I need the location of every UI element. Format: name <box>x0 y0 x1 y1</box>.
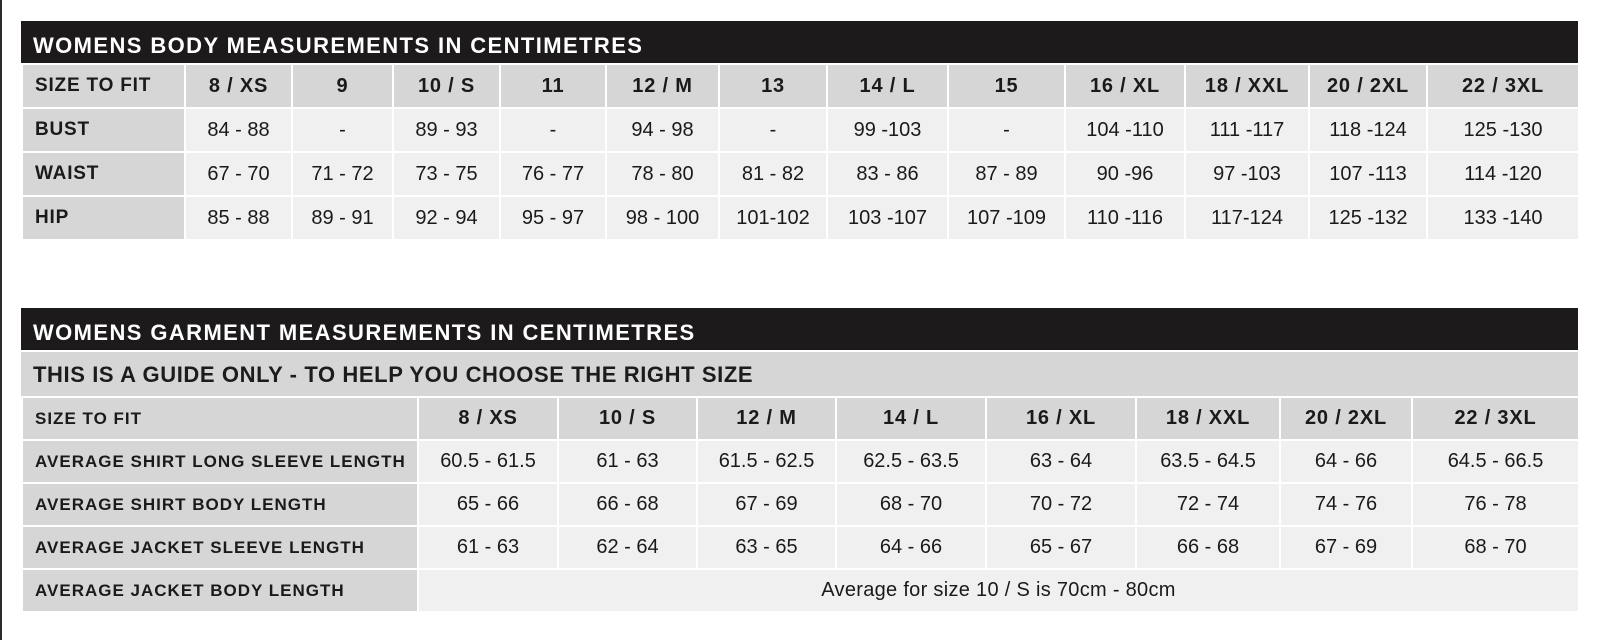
jacket-body-row <box>22 569 1579 612</box>
row-label: HIP <box>22 196 185 240</box>
table-cell: 85 - 88 <box>185 196 292 240</box>
size-header-row <box>22 64 1579 108</box>
table-cell: 97 -103 <box>1185 152 1309 196</box>
table-cell: 98 - 100 <box>606 196 719 240</box>
garment-measurements-title: WOMENS GARMENT MEASUREMENTS IN CENTIMETRES <box>21 308 1578 350</box>
table-cell: 70 - 72 <box>986 483 1136 526</box>
table-cell: - <box>292 108 393 152</box>
guide-note: THIS IS A GUIDE ONLY - TO HELP YOU CHOOSE THE RIGHT SIZE <box>21 350 1578 396</box>
table-cell: 81 - 82 <box>719 152 827 196</box>
size-header: 18 / XXL <box>1185 64 1309 108</box>
table-cell: 83 - 86 <box>827 152 948 196</box>
table-cell: 61 - 63 <box>418 526 558 569</box>
table-cell: 95 - 97 <box>500 196 606 240</box>
table-cell: 72 - 74 <box>1136 483 1280 526</box>
table-cell: 114 -120 <box>1427 152 1579 196</box>
size-header: 15 <box>948 64 1065 108</box>
table-cell: 133 -140 <box>1427 196 1579 240</box>
table-cell: 89 - 91 <box>292 196 393 240</box>
table-cell: 65 - 67 <box>986 526 1136 569</box>
table-cell: 84 - 88 <box>185 108 292 152</box>
table-cell: 74 - 76 <box>1280 483 1412 526</box>
row-label: BUST <box>22 108 185 152</box>
table-cell: 89 - 93 <box>393 108 500 152</box>
table-cell: 67 - 69 <box>1280 526 1412 569</box>
size-header-row <box>22 397 1579 440</box>
shirt-long-sleeve-row <box>22 440 1579 483</box>
table-cell: 64 - 66 <box>1280 440 1412 483</box>
size-header: 11 <box>500 64 606 108</box>
table-cell: 101-102 <box>719 196 827 240</box>
size-header: 13 <box>719 64 827 108</box>
table-cell: 71 - 72 <box>292 152 393 196</box>
row-label: AVERAGE JACKET SLEEVE LENGTH <box>22 526 418 569</box>
size-header: 22 / 3XL <box>1427 64 1579 108</box>
table-cell: 62 - 64 <box>558 526 697 569</box>
size-header: 18 / XXL <box>1136 397 1280 440</box>
table-cell: 87 - 89 <box>948 152 1065 196</box>
table-cell: 60.5 - 61.5 <box>418 440 558 483</box>
table-cell: 63 - 64 <box>986 440 1136 483</box>
page-left-border <box>0 0 2 640</box>
size-header: 20 / 2XL <box>1280 397 1412 440</box>
table-cell: 64.5 - 66.5 <box>1412 440 1579 483</box>
table-cell: 107 -109 <box>948 196 1065 240</box>
row-label: AVERAGE SHIRT BODY LENGTH <box>22 483 418 526</box>
size-header: 12 / M <box>697 397 836 440</box>
table-cell: - <box>719 108 827 152</box>
table-cell: - <box>500 108 606 152</box>
table-cell: 68 - 70 <box>1412 526 1579 569</box>
table-cell: 67 - 70 <box>185 152 292 196</box>
table-cell: 99 -103 <box>827 108 948 152</box>
table-cell: 68 - 70 <box>836 483 986 526</box>
table-cell: 104 -110 <box>1065 108 1185 152</box>
table-cell: 92 - 94 <box>393 196 500 240</box>
table-cell: - <box>948 108 1065 152</box>
table-cell: 107 -113 <box>1309 152 1427 196</box>
table-cell: 61.5 - 62.5 <box>697 440 836 483</box>
size-header: 14 / L <box>827 64 948 108</box>
size-header: 14 / L <box>836 397 986 440</box>
table-cell: 90 -96 <box>1065 152 1185 196</box>
row-label: AVERAGE SHIRT LONG SLEEVE LENGTH <box>22 440 418 483</box>
size-to-fit-label: SIZE TO FIT <box>22 64 185 108</box>
table-cell: 103 -107 <box>827 196 948 240</box>
table-cell: 73 - 75 <box>393 152 500 196</box>
size-header: 9 <box>292 64 393 108</box>
table-cell: 125 -132 <box>1309 196 1427 240</box>
waist-row <box>22 152 1579 196</box>
table-cell: 94 - 98 <box>606 108 719 152</box>
table-cell: 78 - 80 <box>606 152 719 196</box>
size-header: 10 / S <box>558 397 697 440</box>
body-measurements-section <box>21 21 1578 241</box>
size-header: 22 / 3XL <box>1412 397 1579 440</box>
jacket-sleeve-row <box>22 526 1579 569</box>
row-label: WAIST <box>22 152 185 196</box>
size-to-fit-label: SIZE TO FIT <box>22 397 418 440</box>
table-cell: 63 - 65 <box>697 526 836 569</box>
table-cell: 66 - 68 <box>558 483 697 526</box>
size-header: 20 / 2XL <box>1309 64 1427 108</box>
table-cell: 111 -117 <box>1185 108 1309 152</box>
table-cell: 118 -124 <box>1309 108 1427 152</box>
table-cell: 61 - 63 <box>558 440 697 483</box>
shirt-body-row <box>22 483 1579 526</box>
size-header: 10 / S <box>393 64 500 108</box>
table-cell: 110 -116 <box>1065 196 1185 240</box>
table-cell: 64 - 66 <box>836 526 986 569</box>
garment-measurements-section <box>21 308 1578 613</box>
hip-row <box>22 196 1579 240</box>
size-header: 16 / XL <box>1065 64 1185 108</box>
body-measurements-title: WOMENS BODY MEASUREMENTS IN CENTIMETRES <box>21 21 1578 63</box>
table-cell: 65 - 66 <box>418 483 558 526</box>
table-cell: 125 -130 <box>1427 108 1579 152</box>
body-measurements-table <box>21 63 1580 241</box>
size-header: 16 / XL <box>986 397 1136 440</box>
bust-row <box>22 108 1579 152</box>
size-header: 8 / XS <box>418 397 558 440</box>
table-cell: 63.5 - 64.5 <box>1136 440 1280 483</box>
table-cell: 67 - 69 <box>697 483 836 526</box>
size-header: 12 / M <box>606 64 719 108</box>
table-cell: 62.5 - 63.5 <box>836 440 986 483</box>
table-cell: 66 - 68 <box>1136 526 1280 569</box>
table-cell: 117-124 <box>1185 196 1309 240</box>
table-cell: 76 - 77 <box>500 152 606 196</box>
jacket-body-note: Average for size 10 / S is 70cm - 80cm <box>418 569 1579 612</box>
garment-measurements-table <box>21 396 1580 613</box>
row-label: AVERAGE JACKET BODY LENGTH <box>22 569 418 612</box>
table-cell: 76 - 78 <box>1412 483 1579 526</box>
size-header: 8 / XS <box>185 64 292 108</box>
